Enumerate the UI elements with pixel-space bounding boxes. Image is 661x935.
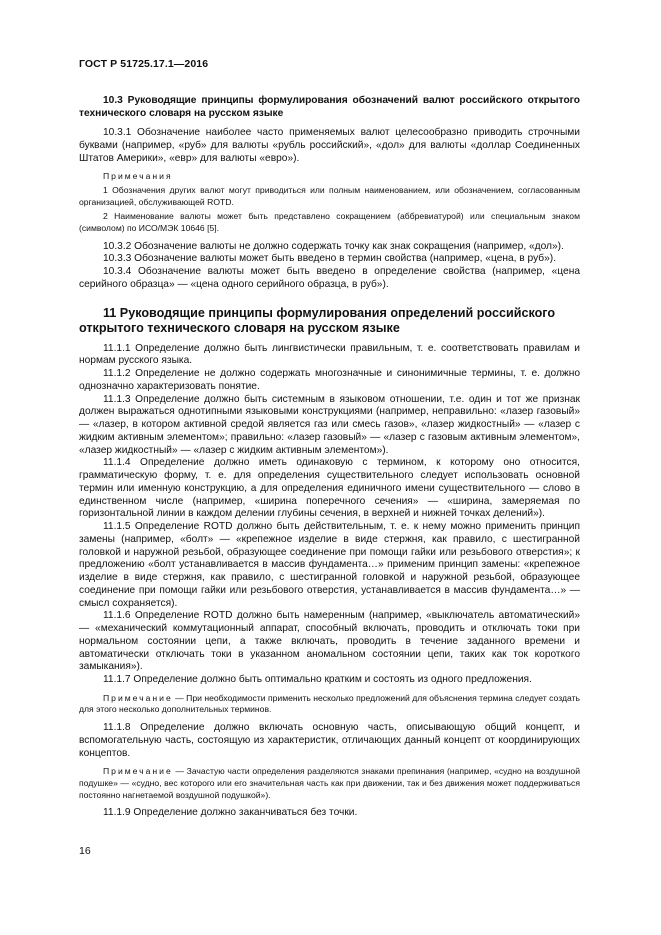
document-body (79, 94, 580, 820)
section-10-3-title: 10.3 Руководящие принципы формулирования обозначений валют российского открытого технического словаря на русском языке (79, 95, 580, 119)
paragraph-11-1-5: 11.1.5 Определение ROTD должно быть действительным, т. е. к нему можно применить принцип замены (например, «болт» — «крепежное изделие в виде стержня, как правило, с шестигранной головкой и наружной резьбой, образующее соединение при помощи гайки или резьбового отверстия»; к предложению «болт устанавливается в массив фундамента…» применим принцип замены: «крепежное изделие в виде стержня, как правило, с шестигранной головкой и наружной резьбой, образующее соединение при помощи гайки или резьбового отверстия, устанавливается в массив фундамента…» — смысл сохраняется). (79, 521, 580, 609)
paragraph-11-1-3: 11.1.3 Определение должно быть системным в языковом отношении, т.е. один и тот же признак должен выражаться однотипными языковыми конструкциями (например, неправильно: «лазер газовый» — «лазер, в котором активной средой является газ или смесь газов», «лазер жидкостный» — «лазер с жидким активным элементом»; правильно: «лазер газовый» — «лазер с газовым активным элементом», «лазер жидкостный» — «лазер с жидким активным элементом»). (79, 393, 580, 456)
notes-label: Примечания (103, 171, 173, 182)
paragraph-10-3-4: 10.3.4 Обозначение валюты может быть введено в определение свойства (например, «цена серийного образца» — «цена одного серийного образца, в руб»). (79, 266, 580, 290)
page-number: 16 (79, 845, 91, 857)
paragraph-11-1-1: 11.1.1 Определение должно быть лингвистически правильным, т. е. соответствовать правилам и нормам русского языка. (79, 342, 580, 367)
paragraph-10-3-1: 10.3.1 Обозначение наиболее часто применяемых валют целесообразно приводить строчными буквами (например, «руб» для валюты «рубль российский», «дол» для валюты «доллар Соединенных Штатов Америки», «евр» для валюты «евро»). (79, 127, 580, 164)
paragraph-10-3-2: 10.3.2 Обозначение валюты не должно содержать точку как знак сокращения (например, «дол»). (103, 240, 564, 252)
note-text: — Зачастую части определения разделяются знаками препинания (например, «судно на воздушной подушке» — «судно, вес которого или его значительная часть как при движении, так и без движения может поддерживаться постоянно нагнетаемой воздушной подушкой»). (79, 766, 580, 800)
paragraph-11-1-7: 11.1.7 Определение должно быть оптимально кратким и состоять из одного предложения. (103, 674, 532, 686)
paragraph-11-1-4: 11.1.4 Определение должно иметь одинаковую с термином, к которому оно относится, грамматическую форму, т. е. для определения существительного следует использовать основной термин или именную конструкцию, а для определения единичного имени существительного — слово в единственном числе (например, «ширина поперечного сечения» — «ширина, замеряемая по горизонтальной линии в каждом делении глубины сечения, в верхней и нижней точках делений»). (79, 457, 580, 520)
note-2: 2 Наименование валюты может быть представлено сокращением (аббревиатурой) или специальным знаком (символом) по ИСО/МЭК 10646 [5]. (79, 211, 580, 234)
paragraph-11-1-9: 11.1.9 Определение должно заканчиваться без точки. (103, 807, 358, 819)
paragraph-11-1-2: 11.1.2 Определение не должно содержать многозначные и синонимичные термины, т. е. должно однозначно характеризовать понятие. (79, 368, 580, 392)
note-11-1-8 (79, 766, 580, 801)
document-header: ГОСТ Р 51725.17.1—2016 (79, 58, 209, 70)
paragraph-11-1-6: 11.1.6 Определение ROTD должно быть намеренным (например, «выключатель автоматический» — «механический коммутационный аппарат, способный включать, проводить и отключать токи при нормальном состоянии цепи, а также включать, проводить в течение заданного времени и автоматически отключать токи в указанном аномальном состоянии цепи, таких как ток короткого замыкания»). (79, 610, 580, 673)
note-label: Примечание (103, 692, 173, 703)
section-11-title: 11 Руководящие принципы формулирования определений российского открытого технического словаря на русском языке (79, 305, 556, 335)
note-label: Примечание (103, 766, 173, 777)
paragraph-10-3-3: 10.3.3 Обозначение валюты может быть введено в термин свойства (например, «цена, в руб»). (103, 253, 557, 265)
note-11-1-7 (79, 693, 580, 716)
note-1: 1 Обозначения других валют могут приводиться или полным наименованием, или обозначением, согласованным организацией, обслуживающей ROTD. (79, 185, 580, 207)
note-text: — При необходимости применить несколько предложений для объяснения термина следует создать для этого несколько дополнительных терминов. (79, 692, 580, 715)
paragraph-11-1-8: 11.1.8 Определение должно включать основную часть, описывающую общий концепт, и вспомогательную часть, состоящую из характеристик, отличающих данный концепт от координирующих концептов. (79, 722, 580, 759)
